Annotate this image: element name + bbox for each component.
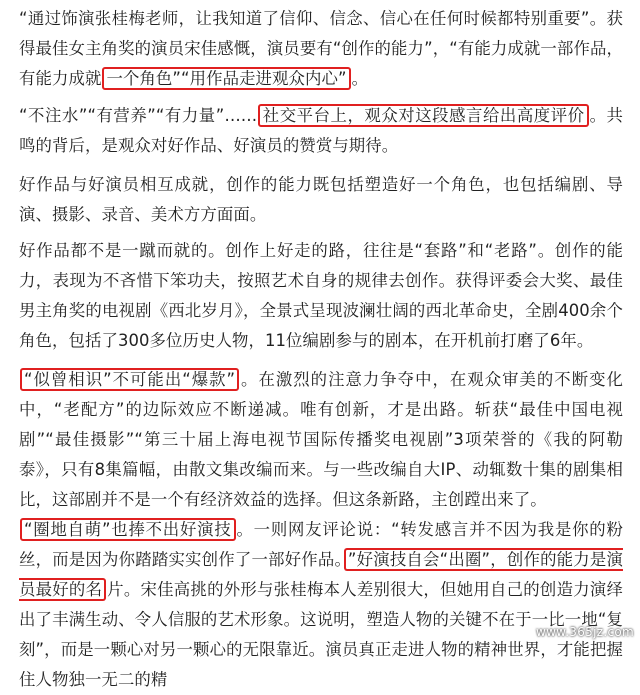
paragraph-3: 好作品与好演员相互成就，创作的能力既包括塑造好一个角色，也包括编剧、导演、摄影、录音、美术方方面面。 — [19, 175, 623, 224]
site-watermark: www.365jz.com — [535, 625, 634, 639]
highlight-box-1: 一个角色”“用作品走进观众内心” — [102, 67, 350, 90]
highlight-box-5: ”好演技自会“出圈”，创作的能力是演员最好的名 — [19, 550, 623, 599]
paragraph-1-text: “通过饰演张桂梅老师，让我知道了信仰、信念、信心在任何时候都特别重要”。获得最佳女主角奖的演员宋佳感慨，演员要有“创作的能力”，“有能力成就一部作品，有能力成就 — [19, 9, 623, 88]
paragraph-6-tail: 片。宋佳高挑的外形与张桂梅本人差别很大，但她用自己的创造力演绎出了丰满生动、令人信服的艺术形象。这说明，塑造人物的关键不在于一比一地“复刻”，而是一颗心对另一颗心的无限靠近。演员真正走进人物的精神世界，才能把握住人物独一无二的精 — [19, 580, 623, 689]
highlight-box-4: “圈地自萌”也捧不出好演技 — [20, 518, 236, 541]
paragraph-2-lead: “不注水”“有营养”“有力量”…… — [19, 106, 258, 125]
paragraph-1-end: 。 — [351, 69, 369, 88]
paragraph-6 — [19, 515, 623, 695]
paragraph-6-mid: 。一则网友评论说：“转发感言并不因为我是你的粉丝，而是因为你踏踏实实创作了一部好作品。 — [19, 520, 623, 569]
paragraph-4: 好作品都不是一蹴而就的。创作上好走的路，往往是“套路”和“老路”。创作的能力，表现为不吝惜下笨功夫，按照艺术自身的规律去创作。获得评委会大奖、最佳男主角奖的电视剧《西北岁月》，全景式呈现波澜壮阔的西北革命史，全剧400余个角色，包括了300多位历史人物，11位编剧参与的剧本，在开机前打磨了6年。 — [19, 241, 623, 350]
highlight-box-2: 社交平台上，观众对这段感言给出高度评价 — [258, 104, 588, 127]
highlight-box-3: “似曾相识”不可能出“爆款” — [20, 368, 239, 391]
paragraph-5 — [19, 365, 623, 515]
paragraph-2 — [19, 101, 623, 161]
paragraph-5-rest: 。在激烈的注意力争夺中，在观众审美的不断变化中，“老配方”的边际效应不断递减。唯有创新，才是出路。斩获“最佳中国电视剧”“最佳摄影”“第三十届上海电视节国际传播奖电视剧”3项荣誉的《我的阿勒泰》，只有8集篇幅，由散文集改编而来。与一些改编自大IP、动辄数十集的剧集相比，这部剧并不是一个有经济效益的选择。但这条新路，主创蹚出来了。 — [19, 370, 623, 509]
paragraph-2-rest: 。共鸣的背后，是观众对好作品、好演员的赞赏与期待。 — [19, 106, 624, 155]
paragraph-1 — [19, 4, 623, 94]
